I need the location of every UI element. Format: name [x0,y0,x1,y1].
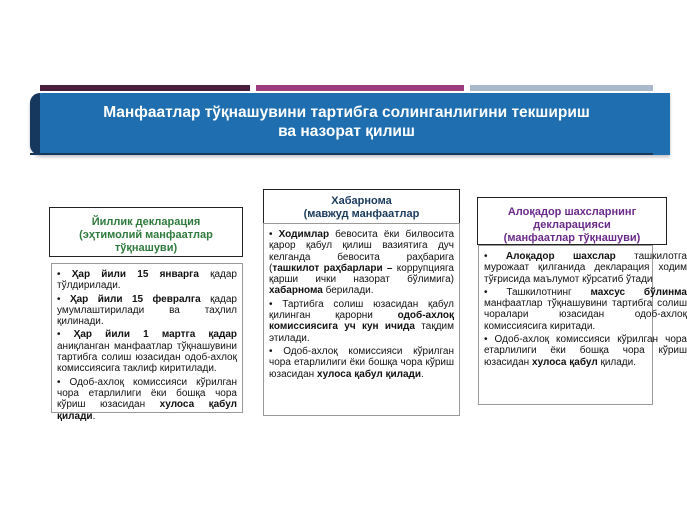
annual-declaration-body [51,263,243,422]
related-persons-title-2: декларацияси [533,219,611,231]
related-persons-title: Алоқадор шахсларнинг [507,206,637,218]
list-item: • Ходимлар бевосита ёки билвосита қарор қабул қилиш вазиятига дуч келганда бевосита раҳбарига (ташкилот раҳбарлари – коррупцияга қарши ички назорат бўлимига) хабарнома берилади. [269,229,454,297]
banner-underline [30,153,653,155]
notification-title: Хабарнома [331,195,392,207]
annual-declaration-subtitle: (эҳтимолий манфаатлар [79,229,213,241]
list-item: • Ташкилотнинг махсус бўлинма манфаатлар тўқнашувини тартибга солиш чоралари юзасидан одоб-ахлоқ комиссиясига киритади. [484,287,687,332]
annual-declaration-subtitle-2: тўқнашуви) [114,242,178,254]
slide-title-line1: Манфаатлар тўқнашувини тартибга солинганлигини текшириш [103,104,590,121]
notification-subtitle: (мавжуд манфаатлар [303,208,420,220]
banner-edge [30,93,40,155]
annual-declaration-header [49,207,243,257]
list-item: • Одоб-ахлоқ комиссияси кўрилган чора етарлилиги ёки бошқа чора кўриш юзасидан хулоса қабул қилади. [269,346,454,380]
notification-body [263,223,460,416]
list-item: • Ҳар йили 15 февралга қадар умумлаштирилади ва таҳлил қилинади. [57,294,237,328]
list-item: • Тартибга солиш юзасидан қабул қилинган қарорни одоб-ахлоқ комиссиясига уч кун ичида тақдим этилади. [269,299,454,344]
list-item: • Ҳар йили 15 январга қадар тўлдирилади. [57,269,237,292]
notification-header [263,189,460,227]
list-item: • Ҳар йили 1 мартга қадар аниқланган манфаатлар тўқнашувини тартибга солиш юзасидан одоб-ахлоқ комиссиясига таклиф киритилади. [57,329,237,374]
list-item: • Алоқадор шахслар ташкилотга мурожаат қилганида декларация ходим тўғрисида маълумот кўрсатиб ўтади [484,251,687,285]
slide-title [40,103,653,141]
annual-declaration-title: Йиллик декларация [91,216,201,228]
decor-stripe-mid [256,85,464,91]
related-persons-header [477,197,667,245]
list-item: • Одоб-ахлоқ комиссияси кўрилган чора етарлилиги ёки бошқа чора кўриш юзасидан хулоса қабул қилади. [57,377,237,422]
decor-stripe-light [470,85,653,91]
related-persons-body [478,245,687,405]
list-item: • Одоб-ахлоқ комиссияси кўрилган чора етарлилиги ёки бошқа чора кўриш юзасидан хулоса қабул қилади. [484,334,687,368]
slide-title-line2: ва назорат қилиш [278,123,415,140]
decor-stripe-dark [40,85,250,91]
related-persons-subtitle: (манфаатлар тўқнашуви) [503,232,641,244]
